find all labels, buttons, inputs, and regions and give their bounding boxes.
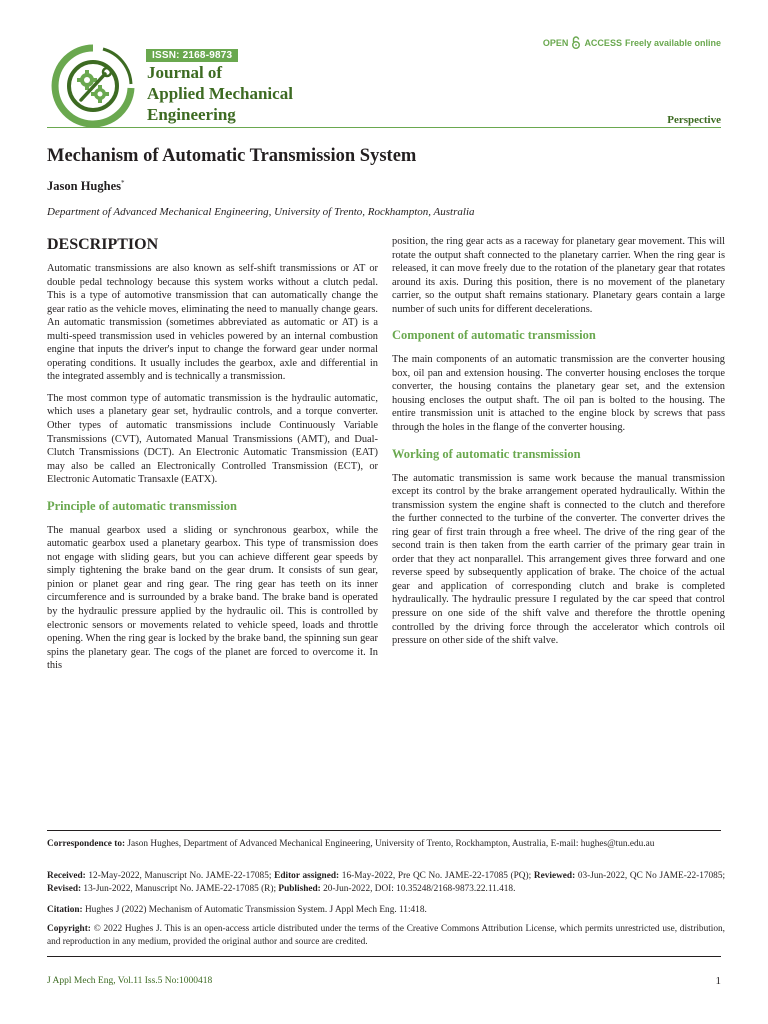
paragraph: The automatic transmission is same work because the manual transmission except its control by the brake arrangement operated hydraulically. Within the transmission system the engine shaft is connected to the clutch and therefore the further connected to the turbine of the converter. The converter drives the ring gear of first train through a free wheel. The drive of the ring gear of the second train is then taken from the earth carrier of the primary gear train in order that they act nonparallel. This arrangement gives three forward and one reverse speed by subsequently application of brake. The choice of the actual gear and application of corresponding clutch and brake is completed hydraulically. The hydraulic pressure I regulated by the car speed that control pressure on one side of the shift valve and therefore the throttle opening controlled by the driving force through the accelerator which controls oil pressure on other side of the shift valve. — [392, 472, 725, 647]
citation-text: Hughes J (2022) Mechanism of Automatic Transmission System. J Appl Mech Eng. 11:418. — [84, 905, 427, 915]
paragraph: position, the ring gear acts as a raceway for planetary gear movement. This will rotate the output shaft connected to the planetary carrier. When the ring gear is released, it can move freely due to the rotation of the planetary gear that rotates around its axis. During this position, there is no movement of the planetary carrier, so the output shaft remains stationary. Planetary gears contain a large number of such units for different decelerations. — [392, 236, 725, 315]
editor-label: Editor assigned: — [274, 871, 340, 881]
dates — [47, 870, 725, 896]
access-text: ACCESS — [584, 37, 622, 48]
journal-title-line: Engineering — [147, 105, 236, 124]
received-text: 12-May-2022, Manuscript No. JAME-22-17085; — [88, 871, 272, 881]
paragraph: The most common type of automatic transmission is the hydraulic automatic, which uses a planetary gear set, hydraulic controls, and a torque converter. Other types of automatic transmissions include Continuously Variable Transmissions (CVT), Automated Manual Transmissions (AMT), and Dual-Clutch Transmissions (DCT). An Electronic Automatic Transmission (EAT) may also be called an Electronically Controlled Transmission (ECT), or Electronic Automatic Transaxle (EATX). — [47, 392, 378, 486]
article-title: Mechanism of Automatic Transmission System — [47, 146, 417, 166]
open-lock-icon — [571, 36, 581, 49]
journal-reference: J Appl Mech Eng, Vol.11 Iss.5 No:1000418 — [47, 976, 213, 986]
affiliation: Department of Advanced Mechanical Engineering, University of Trento, Rockhampton, Australia — [47, 206, 475, 218]
footer-divider — [47, 830, 721, 831]
revised-label: Revised: — [47, 884, 82, 894]
correspondence — [47, 838, 725, 851]
copyright — [47, 923, 725, 949]
editor-text: 16-May-2022, Pre QC No. JAME-22-17085 (PQ); — [341, 871, 532, 881]
journal-logo — [47, 44, 139, 128]
working-heading: Working of automatic transmission — [392, 446, 581, 461]
revised-text: 13-Jun-2022, Manuscript No. JAME-22-17085 (R); — [83, 884, 277, 894]
citation-label: Citation: — [47, 905, 83, 915]
component-heading: Component of automatic transmission — [392, 328, 596, 343]
paragraph: Automatic transmissions are also known as self-shift transmissions or AT or double pedal technology because this system works without a clutch pedal. This is a type of automotive transmission that can automatically change the gear ratio as the vehicle moves, eliminating the need to manually change gears. An automatic transmission (sometimes abbreviated as automatic or AT) is a multi-speed transmission used in vehicles powered by an internal combustion engine that inputs the driver's input to change the forward gear under normal operating conditions. It usually includes the gearbox, axle and differential in the integrated assembly and is technically a transmission. — [47, 263, 378, 383]
issn-badge: ISSN: 2168-9873 — [146, 49, 238, 62]
journal-title-line: Journal of — [147, 63, 223, 82]
received-label: Received: — [47, 871, 86, 881]
principle-heading: Principle of automatic transmission — [47, 498, 237, 513]
left-column — [47, 235, 378, 681]
page-number: 1 — [715, 975, 721, 987]
article-type: Perspective — [667, 114, 721, 126]
open-text: OPEN — [542, 37, 569, 48]
published-label: Published: — [278, 884, 321, 894]
footer-divider — [47, 956, 721, 957]
correspondence-label: Correspondence to: — [47, 839, 126, 849]
right-column — [392, 235, 725, 656]
open-access-label — [543, 36, 721, 49]
journal-title — [147, 62, 317, 125]
description-heading: DESCRIPTION — [47, 236, 159, 253]
copyright-text: © 2022 Hughes J. This is an open-access article distributed under the terms of the Creative Commons Attribution License, which permits unrestricted use, distribution, and reproduction in any medium, provided the original author and source are credited. — [47, 924, 726, 947]
correspondence-text: Jason Hughes, Department of Advanced Mechanical Engineering, University of Trento, Rockhampton, Australia, E-mail: hughes@tun.edu.au — [127, 839, 655, 849]
reviewed-text: 03-Jun-2022, QC No JAME-22-17085; — [577, 871, 726, 881]
author-mark: * — [120, 179, 125, 187]
author — [47, 179, 124, 194]
gear-wrench-logo-icon — [47, 44, 139, 128]
copyright-label: Copyright: — [47, 924, 91, 934]
freely-available-text: Freely available online — [624, 37, 721, 48]
citation — [47, 904, 725, 917]
journal-title-line: Applied Mechanical — [147, 84, 293, 103]
reviewed-label: Reviewed: — [533, 871, 576, 881]
header-divider — [47, 127, 721, 128]
published-text: 20-Jun-2022, DOI: 10.35248/2168-9873.22.11.418. — [323, 884, 516, 894]
paragraph: The main components of an automatic transmission are the converter housing box, oil pan and extension housing. The converter housing encloses the torque converter, the housing contains the planetary gear set, and the extension housing encloses the output shaft. The oil pan is bolted to the housing. The entire transmission unit is attached to the engine block by screws that pass through the holes in the flange of the converter housing. — [392, 354, 725, 434]
author-name: Jason Hughes — [47, 179, 121, 194]
paragraph: The manual gearbox used a sliding or synchronous gearbox, while the automatic gearbox used a planetary gearbox. This type of transmission does not engage with sliding gears, but you can achieve different gear speeds by simply tightening the brake band on the gear drum. It consists of sun gear, pinion or planet gear and ring gear. The ring gear has teeth on its inner circumference and is surrounded by a brake band. The brake band is operated by the hydraulic pressure applied by the hydraulic oil. This is controlled by electronic sensors or movements related to vehicle speed, loads and throttle opening. When the ring gear is locked by the brake band, the spinning sun gear spins the planetary gear. The cogs of the planet are forced to overcome it. In this — [47, 524, 378, 672]
